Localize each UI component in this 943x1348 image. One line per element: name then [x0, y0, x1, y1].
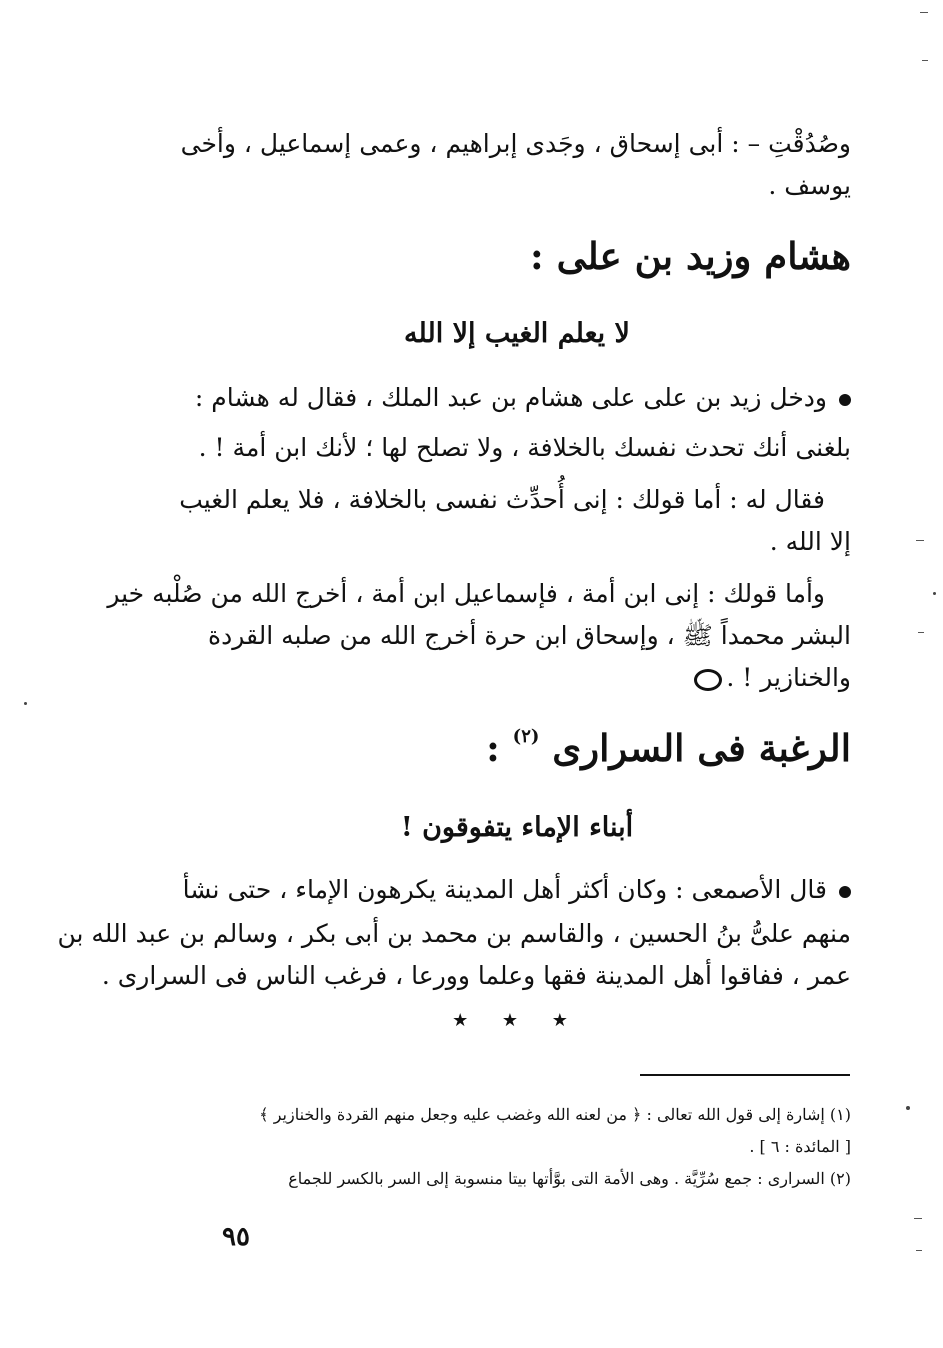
- paragraph-line: عمر ، ففاقوا أهل المدينة فقها وعلما وورعا ، فرغب الناس فى السرارى .: [101, 961, 851, 990]
- paragraph-text: ودخل زيد بن على على هشام بن عبد الملك ، فقال له هشام :: [194, 383, 827, 412]
- heading-colon: :: [486, 726, 500, 770]
- scan-speck: [24, 702, 27, 705]
- footnote-mark-icon: [694, 669, 722, 691]
- bullet-icon: [839, 394, 851, 406]
- footnote-1-line-1: (١) إشارة إلى قول الله تعالى : ﴿ من لعنه الله وغضب عليه وجعل منهم القردة والخنازير ﴾: [259, 1105, 851, 1124]
- section-heading-text: الرغبة فى السرارى: [552, 726, 851, 770]
- section-subheading-ghayb: لا يعلم الغيب إلا الله: [404, 318, 630, 349]
- paragraph-line: [183, 870, 851, 910]
- paragraph-line: البشر محمداً ﷺ ، وإسحاق ابن حرة أخرج الله من صلبه القردة: [207, 621, 851, 650]
- scan-mark: [914, 1218, 922, 1219]
- scan-mark: [918, 632, 924, 633]
- paragraph-line: منهم علىُّ بنُ الحسين ، والقاسم بن محمد بن أبى بكر ، وسالم بن عبد الله بن: [57, 919, 851, 948]
- paragraph-line: إلا الله .: [769, 527, 851, 556]
- section-subheading-imaa: أبناء الإماء يتفوقون !: [400, 812, 634, 843]
- continuation-line-2: يوسف .: [768, 171, 851, 200]
- footnote-divider: [640, 1074, 850, 1076]
- paragraph-line: [183, 658, 851, 698]
- scan-mark: [916, 540, 924, 541]
- section-heading-hisham-zayd: هشام وزيد بن على :: [530, 234, 851, 278]
- scan-speck: [906, 1106, 910, 1110]
- paragraph-line: بلغنى أنك تحدث نفسك بالخلافة ، ولا تصلح لها ؛ لأنك ابن أمة ! .: [198, 433, 851, 462]
- bullet-icon: [839, 886, 851, 898]
- scan-mark: [916, 1250, 922, 1251]
- section-separator: ★ ★ ★: [452, 1010, 582, 1031]
- scan-mark: [920, 12, 928, 13]
- page-number: ٩٥: [222, 1222, 250, 1252]
- paragraph-line: وأما قولك : إنى ابن أمة ، فإسماعيل ابن أمة ، أخرج الله من صُلْبه خير: [107, 579, 825, 608]
- scan-mark: [922, 60, 928, 61]
- paragraph-text: قال الأصمعى : وكان أكثر أهل المدينة يكرهون الإماء ، حتى نشأ: [182, 875, 827, 904]
- footnote-1-line-2: [ المائدة : ٦ ] .: [749, 1137, 851, 1156]
- section-heading-sarari: [183, 726, 851, 770]
- scan-speck: [933, 592, 936, 595]
- paragraph-line: [183, 378, 851, 418]
- paragraph-line: فقال له : أما قولك : إنى أُحدِّث نفسى بالخلافة ، فلا يعلم الغيب: [179, 485, 825, 514]
- continuation-line-1: وصُدُقْتِ – : أبى إسحاق ، وجَدى إبراهيم ، وعمى إسماعيل ، وأخى: [180, 129, 851, 158]
- paragraph-text: والخنازير ! .: [726, 663, 851, 692]
- footnote-reference: (٢): [512, 726, 540, 747]
- footnote-2-line-1: (٢) السرارى : جمع سُرِّيَّة . وهى الأمة التى بوَّأتها بيتا منسوبة إلى السر بالكسر للجماع: [288, 1169, 851, 1188]
